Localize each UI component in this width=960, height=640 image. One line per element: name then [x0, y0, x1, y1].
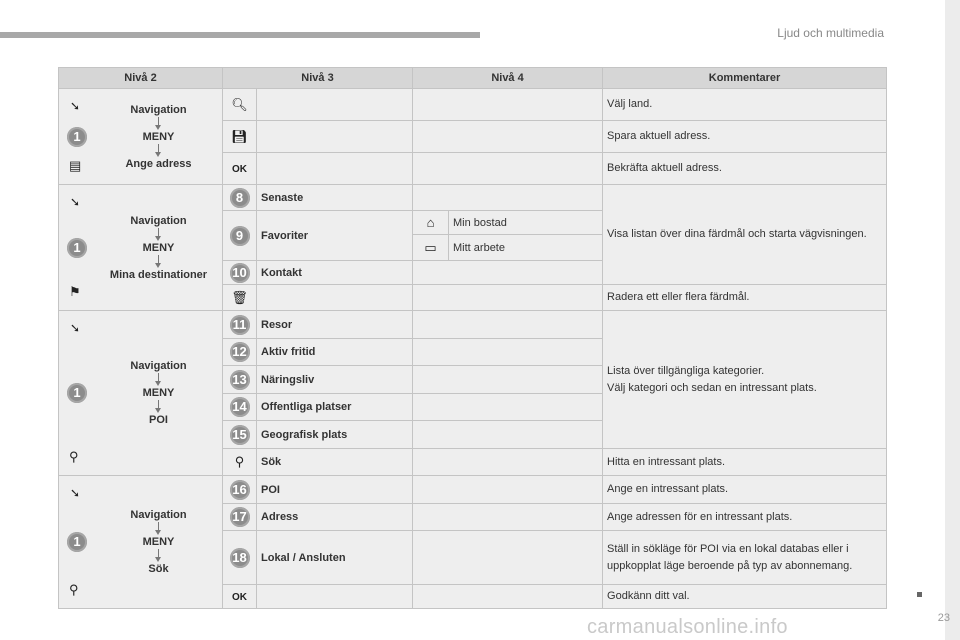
- level4-cell: [413, 121, 603, 153]
- level3-label: Sök: [257, 449, 413, 476]
- flow-step: MENY: [142, 130, 175, 143]
- flow-step: Navigation: [130, 360, 187, 372]
- header-level4: Nivå 4: [413, 68, 603, 89]
- section-title: Ljud och multimedia: [777, 26, 884, 40]
- level4-cell: [413, 394, 603, 421]
- comment-cell: Radera ett eller flera färdmål.: [603, 285, 887, 311]
- comment-cell: Bekräfta aktuell adress.: [603, 153, 887, 185]
- comment-line: Ställ in sökläge för POI via en lokal databas eller i: [607, 542, 849, 555]
- level4-cell: [413, 585, 603, 609]
- trash-icon: 🗑︎: [231, 289, 248, 305]
- table-row: [59, 311, 887, 339]
- level3-label: Aktiv fritid: [257, 339, 413, 366]
- level3-label-cell: [257, 121, 413, 153]
- step-badge: 12: [230, 342, 250, 362]
- flow-step: POI: [149, 414, 168, 426]
- comment-cell: Ange adressen för en intressant plats.: [603, 504, 887, 531]
- level4-cell: [413, 366, 603, 394]
- level4-cell: [413, 476, 603, 504]
- level3-icon-cell: [223, 339, 257, 366]
- level3-icon-cell: [223, 121, 257, 153]
- step-badge: 15: [230, 425, 250, 445]
- step-badge: 1: [67, 532, 87, 552]
- header-bar: [0, 32, 480, 38]
- comment-line: Lista över tillgängliga kategorier.: [607, 364, 765, 377]
- flow-step: MENY: [142, 241, 175, 254]
- step-badge: 1: [67, 127, 87, 147]
- arrow-down-icon: [158, 228, 159, 237]
- watermark: carmanualsonline.info: [587, 616, 788, 638]
- level3-label: Geografisk plats: [257, 421, 413, 449]
- ok-label: OK: [232, 163, 247, 175]
- search-map-icon: 🔍︎: [231, 96, 248, 112]
- level3-label: Lokal / Ansluten: [257, 531, 413, 585]
- comment-cell: Spara aktuell adress.: [603, 121, 887, 153]
- menu-flow: [95, 311, 222, 475]
- level3-icon-cell: [223, 449, 257, 476]
- arrow-down-icon: [158, 144, 159, 153]
- step-badge: 1: [67, 383, 87, 403]
- level3-label: Resor: [257, 311, 413, 339]
- level4-cell: [413, 285, 603, 311]
- level4-cell: [413, 261, 603, 285]
- flow-step: MENY: [142, 536, 175, 548]
- step-badge: 18: [230, 548, 250, 568]
- level2-cell: [59, 89, 223, 185]
- level3-icon-cell: [223, 211, 257, 261]
- level4-cell: [413, 185, 603, 211]
- level3-label: Favoriter: [257, 211, 413, 261]
- level4-cell: [413, 504, 603, 531]
- checkered-flag-icon: ⚑: [69, 284, 81, 299]
- flow-step: Navigation: [130, 509, 187, 521]
- flow-step: Navigation: [130, 103, 187, 116]
- header-level3: Nivå 3: [223, 68, 413, 89]
- level3-icon-cell: [223, 504, 257, 531]
- menu-flow: [95, 185, 222, 310]
- level3-label-cell: [257, 285, 413, 311]
- level3-icon-cell: [223, 476, 257, 504]
- level4-label: Min bostad: [449, 211, 603, 235]
- comment-cell: Välj land.: [603, 89, 887, 121]
- level3-icon-cell: [223, 261, 257, 285]
- level3-icon-cell: [223, 585, 257, 609]
- level3-icon-cell: [223, 421, 257, 449]
- comment-cell: [603, 531, 887, 585]
- step-badge: 11: [230, 315, 250, 335]
- address-card-icon: ▤: [69, 158, 82, 173]
- level3-label: Adress: [257, 504, 413, 531]
- table-row: [59, 89, 887, 121]
- level3-icon-cell: [223, 185, 257, 211]
- page-number: 23: [937, 612, 950, 624]
- level4-cell: [413, 531, 603, 585]
- header-level2: Nivå 2: [59, 68, 223, 89]
- comment-line: Välj kategori och sedan en intressant plats.: [607, 381, 817, 394]
- level3-label-cell: [257, 89, 413, 121]
- level3-label-cell: [257, 585, 413, 609]
- level3-label: Senaste: [257, 185, 413, 211]
- comment-cell: Visa listan över dina färdmål och starta vägvisningen.: [603, 185, 887, 285]
- level2-cell: [59, 185, 223, 311]
- step-badge: 1: [67, 238, 87, 258]
- level4-icon-cell: [413, 235, 449, 261]
- level4-cell: [413, 311, 603, 339]
- level3-label-cell: [257, 153, 413, 185]
- briefcase-icon: ▭: [424, 239, 437, 255]
- step-badge: 8: [230, 188, 250, 208]
- level3-label: Kontakt: [257, 261, 413, 285]
- comment-cell: Godkänn ditt val.: [603, 585, 887, 609]
- level3-icon-cell: [223, 366, 257, 394]
- level4-cell: [413, 421, 603, 449]
- level3-label: Offentliga platser: [257, 394, 413, 421]
- level4-icon-cell: [413, 211, 449, 235]
- home-icon: ⌂: [426, 215, 435, 230]
- level3-label: POI: [257, 476, 413, 504]
- level4-cell: [413, 449, 603, 476]
- navigation-icon: ➘: [70, 195, 81, 209]
- step-badge: 17: [230, 507, 250, 527]
- menu-flow: [95, 89, 222, 184]
- arrow-down-icon: [158, 373, 159, 382]
- poi-pin-icon: ⚲: [69, 449, 79, 464]
- menu-table: [58, 67, 887, 609]
- step-badge: 14: [230, 397, 250, 417]
- comment-line: uppkopplat läge beroende på typ av abonnemang.: [607, 559, 853, 572]
- arrow-down-icon: [158, 522, 159, 531]
- flow-step: MENY: [142, 387, 175, 399]
- save-icon: 💾︎: [231, 128, 248, 144]
- comment-cell: Hitta en intressant plats.: [603, 449, 887, 476]
- flow-step: Navigation: [130, 214, 187, 227]
- table-header-row: [59, 68, 887, 89]
- level4-label: Mitt arbete: [449, 235, 603, 261]
- comment-cell: [603, 311, 887, 449]
- arrow-down-icon: [158, 400, 159, 409]
- flow-step: Ange adress: [125, 157, 192, 170]
- level3-icon-cell: [223, 394, 257, 421]
- search-abc-icon: ⚲: [69, 582, 79, 597]
- navigation-icon: ➘: [70, 486, 81, 500]
- page-bullet: [917, 592, 922, 597]
- search-icon: ⚲: [234, 454, 245, 469]
- level3-icon-cell: [223, 311, 257, 339]
- arrow-down-icon: [158, 117, 159, 126]
- comment-cell: Ange en intressant plats.: [603, 476, 887, 504]
- step-badge: 16: [230, 480, 250, 500]
- level4-cell: [413, 339, 603, 366]
- arrow-down-icon: [158, 549, 159, 558]
- arrow-down-icon: [158, 255, 159, 264]
- level3-icon-cell: [223, 153, 257, 185]
- table-row: [59, 185, 887, 211]
- header-comments: Kommentarer: [603, 68, 887, 89]
- step-badge: 9: [230, 226, 250, 246]
- step-badge: 13: [230, 370, 250, 390]
- level3-icon-cell: [223, 285, 257, 311]
- menu-flow: [95, 476, 222, 608]
- level4-cell: [413, 153, 603, 185]
- step-badge: 10: [230, 263, 250, 283]
- navigation-icon: ➘: [70, 99, 81, 113]
- navigation-icon: ➘: [70, 321, 81, 335]
- table-row: [59, 476, 887, 504]
- level3-label: Näringsliv: [257, 366, 413, 394]
- level3-icon-cell: [223, 89, 257, 121]
- level3-icon-cell: [223, 531, 257, 585]
- ok-label: OK: [232, 591, 247, 603]
- level4-cell: [413, 89, 603, 121]
- flow-step: Sök: [148, 563, 169, 575]
- side-strip: [945, 0, 960, 640]
- level2-cell: [59, 476, 223, 609]
- flow-step: Mina destinationer: [109, 268, 208, 281]
- level2-cell: [59, 311, 223, 476]
